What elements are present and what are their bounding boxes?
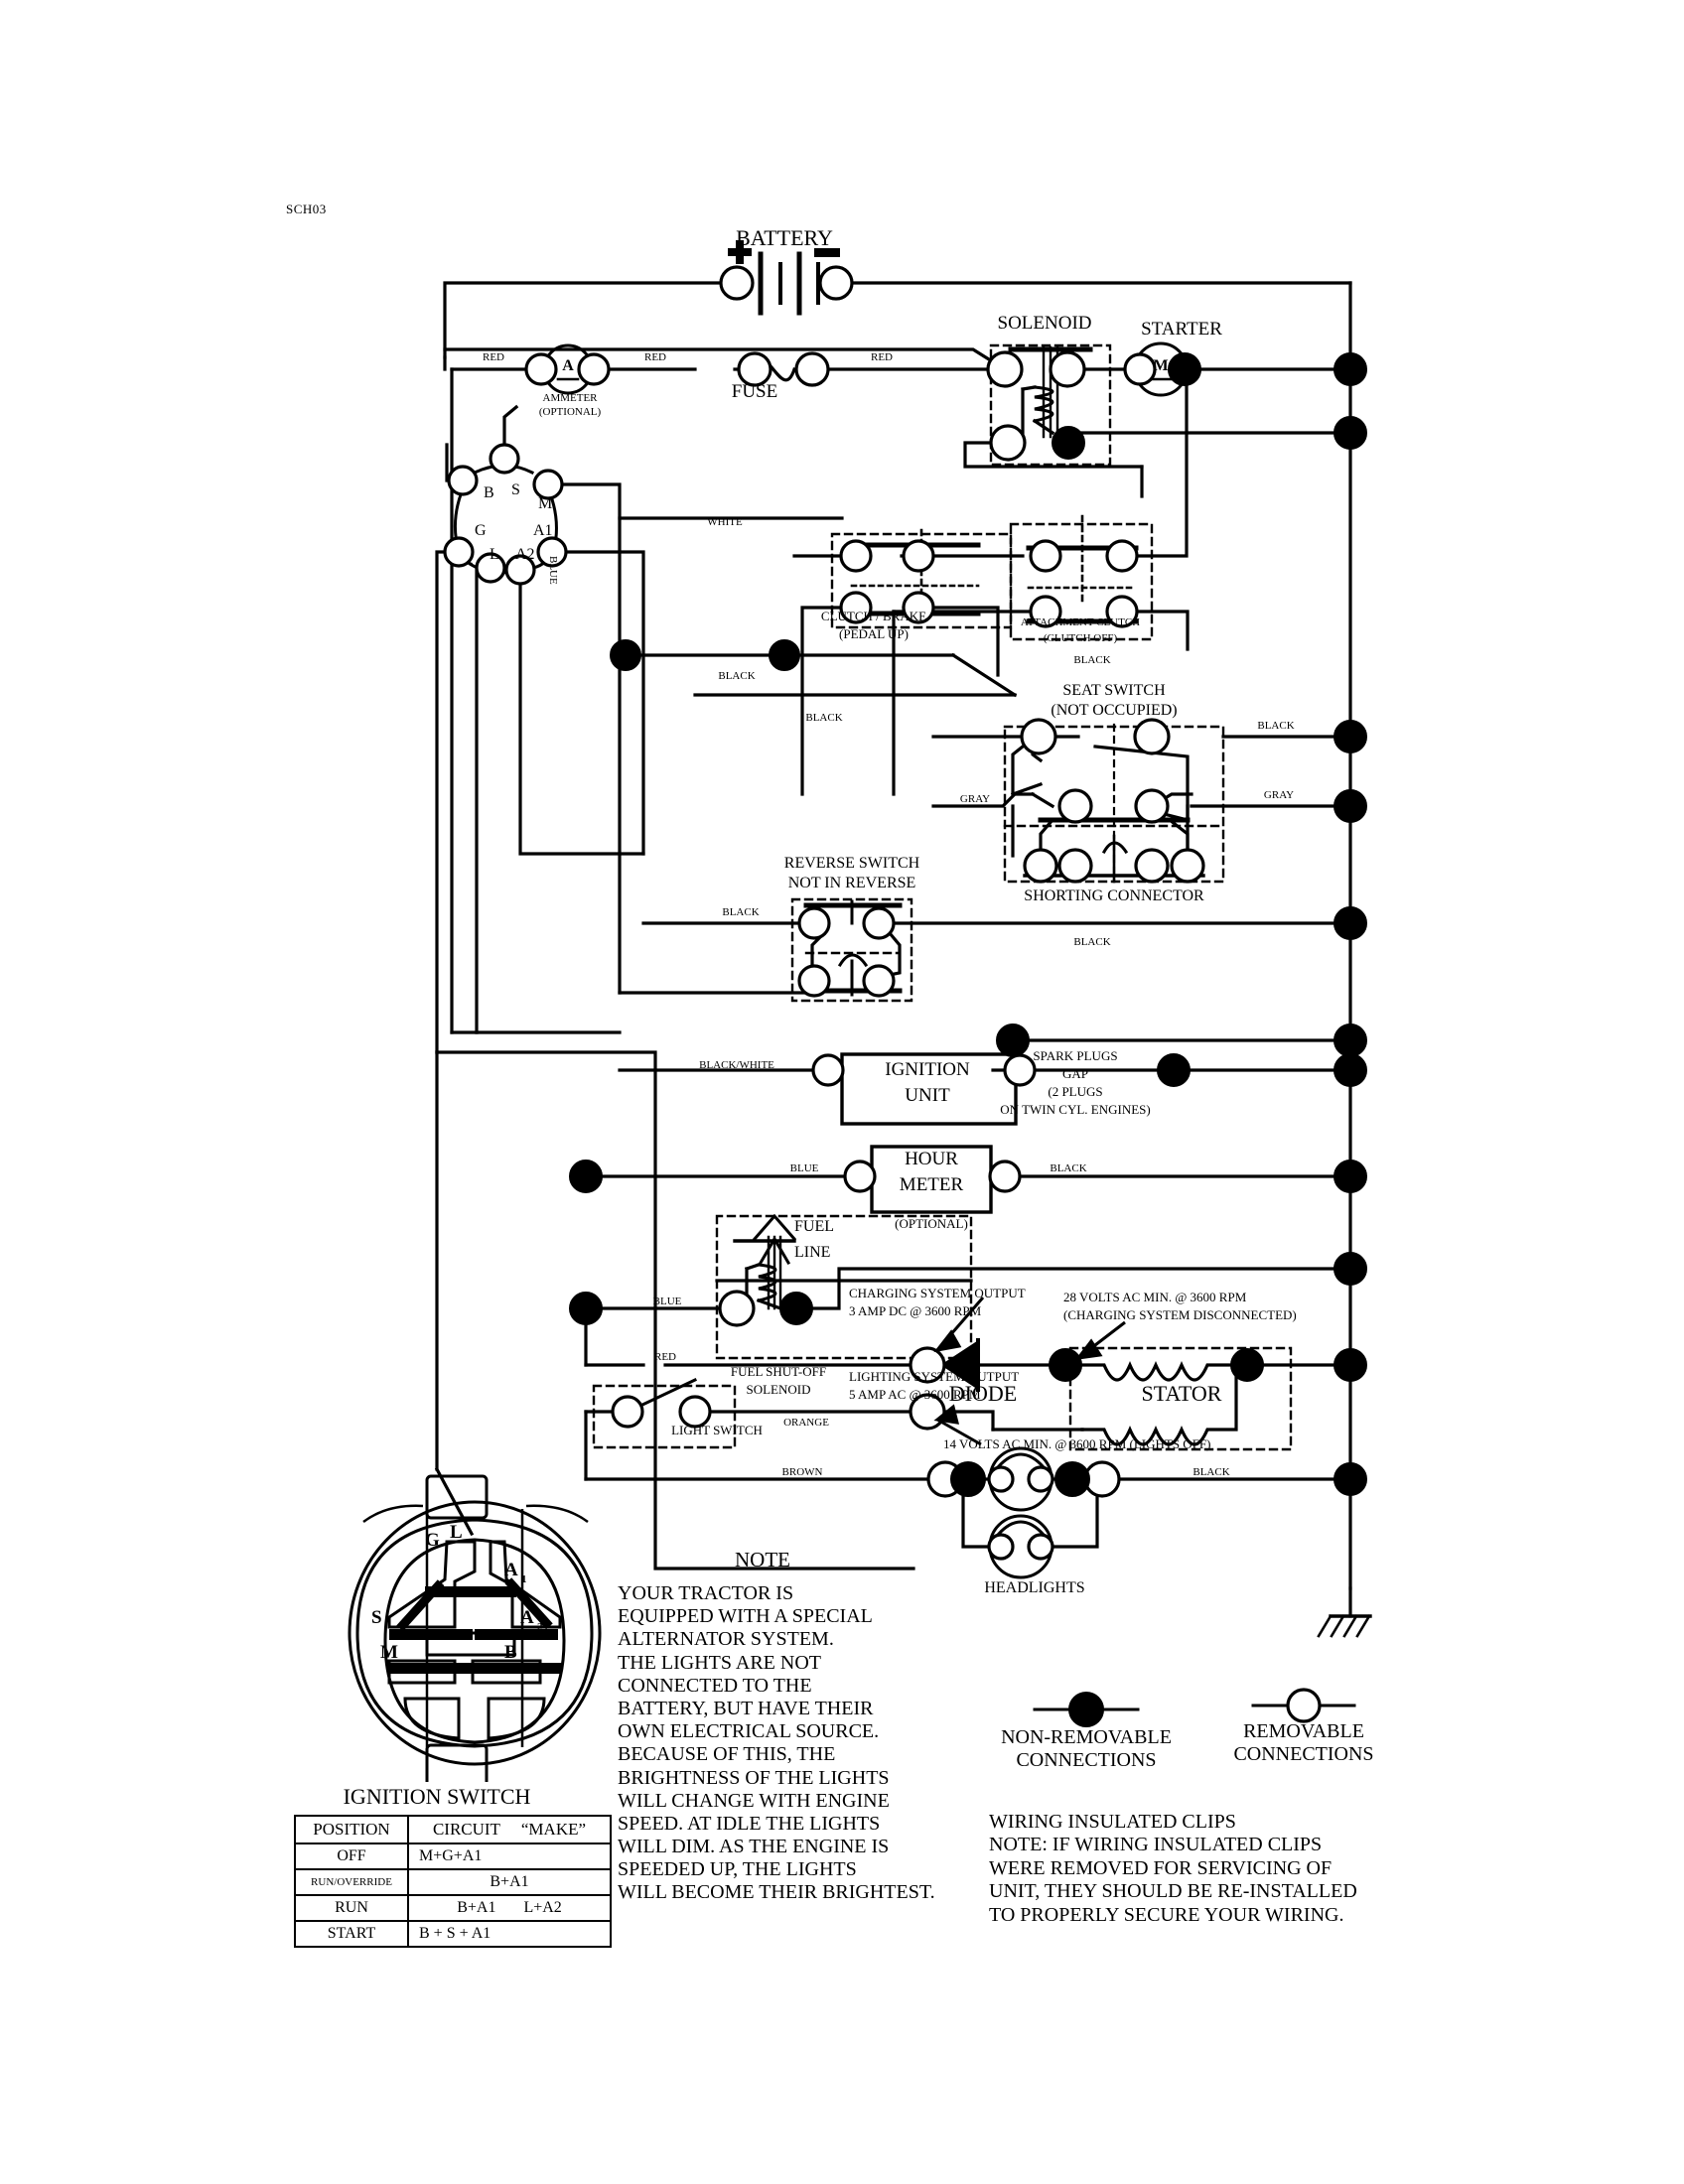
- switch-face-label-m: M: [380, 1642, 398, 1663]
- note-line: BRIGHTNESS OF THE LIGHTS: [618, 1766, 890, 1789]
- row-circuit-off: M+G+A1: [408, 1843, 611, 1869]
- clips-note-line: NOTE: IF WIRING INSULATED CLIPS: [989, 1834, 1323, 1856]
- diode-label: DIODE: [948, 1381, 1018, 1406]
- starter-symbol: M: [1153, 357, 1169, 374]
- light-switch-label: LIGHT SWITCH: [671, 1423, 763, 1437]
- clips-note-line: UNIT, THEY SHOULD BE RE-INSTALLED: [989, 1880, 1357, 1903]
- spark-plugs-line2: GAP: [1061, 1066, 1089, 1081]
- reverse-switch-label: REVERSE SWITCH: [783, 855, 920, 872]
- note-line: CONNECTED TO THE: [618, 1674, 812, 1697]
- starter-label: STARTER: [1141, 319, 1222, 340]
- solenoid-label: SOLENOID: [997, 313, 1092, 334]
- switch-face-label-a1: A: [504, 1560, 518, 1580]
- seat-switch-label: SEAT SWITCH: [1062, 682, 1166, 699]
- switch-face-label-b: B: [504, 1642, 517, 1663]
- attachment-clutch-state-label: (CLUTCH OFF): [1043, 632, 1118, 644]
- clutch-brake-state-label: (PEDAL UP): [839, 626, 909, 641]
- note-line: EQUIPPED WITH A SPECIAL: [618, 1605, 873, 1628]
- fuel-solenoid-line1: FUEL SHUT-OFF: [730, 1364, 827, 1379]
- terminal-s: S: [511, 481, 520, 498]
- wire-label-brown: BROWN: [781, 1466, 823, 1478]
- ignition-unit-line2: UNIT: [905, 1085, 950, 1106]
- ammeter-label: AMMETER: [542, 392, 598, 404]
- ignition-switch-table-title: IGNITION SWITCH: [343, 1784, 531, 1809]
- sheet-code: SCH03: [286, 202, 327, 216]
- note-line: WILL BECOME THEIR BRIGHTEST.: [618, 1881, 935, 1904]
- wire-label-gray-1: GRAY: [959, 793, 991, 805]
- legend-non-removable-line1: NON-REMOVABLE: [1001, 1726, 1172, 1748]
- fuel-line-label-1: FUEL: [794, 1218, 834, 1235]
- hour-meter-line1: HOUR: [905, 1149, 958, 1169]
- legend-removable-line1: REMOVABLE: [1243, 1720, 1364, 1742]
- stator-note-line1: 28 VOLTS AC MIN. @ 3600 RPM: [1063, 1290, 1247, 1304]
- row-position-off: OFF: [295, 1843, 408, 1869]
- switch-face-label-a2-sub: 2: [537, 1621, 543, 1633]
- reverse-switch-state-label: NOT IN REVERSE: [787, 875, 916, 891]
- wire-label-blue-vertical: BLUE: [547, 556, 559, 585]
- wire-label-black-1: BLACK: [718, 670, 756, 682]
- note-body: [618, 1582, 945, 1905]
- clutch-brake-label: CLUTCH / BRAKE: [820, 609, 927, 623]
- row-make-run: L+A2: [523, 1899, 562, 1916]
- note-line: BATTERY, BUT HAVE THEIR: [618, 1697, 874, 1719]
- terminal-g: G: [475, 522, 487, 539]
- lighting-output-line2: 5 AMP AC @ 3600 RPM: [849, 1387, 981, 1402]
- wire-label-red-3: RED: [871, 351, 893, 363]
- wire-label-blue-fuel: BLUE: [652, 1296, 682, 1307]
- row-circuit-run-override: B+A1: [408, 1869, 611, 1895]
- table-row: [295, 1921, 611, 1947]
- battery-label: BATTERY: [736, 225, 833, 250]
- switch-face-label-s: S: [371, 1607, 382, 1628]
- seat-switch-state-label: (NOT OCCUPIED): [1051, 702, 1178, 719]
- wire-label-black-white: BLACK/WHITE: [699, 1059, 774, 1071]
- wire-label-red-2: RED: [644, 351, 666, 363]
- ignition-switch-table: [294, 1815, 612, 1948]
- header-position: POSITION: [295, 1816, 408, 1843]
- shorting-connector-label: SHORTING CONNECTOR: [1024, 887, 1204, 904]
- clips-note-line: WERE REMOVED FOR SERVICING OF: [989, 1856, 1333, 1879]
- legend-removable-line2: CONNECTIONS: [1233, 1743, 1374, 1765]
- note-line: THE LIGHTS ARE NOT: [618, 1651, 821, 1674]
- note-line: WILL CHANGE WITH ENGINE: [618, 1789, 890, 1812]
- charging-output-line1: CHARGING SYSTEM OUTPUT: [849, 1286, 1026, 1300]
- switch-face-label-g: G: [425, 1530, 440, 1551]
- note-line: YOUR TRACTOR IS: [618, 1582, 794, 1604]
- wire-label-black-2: BLACK: [1073, 654, 1111, 666]
- wire-label-black-3: BLACK: [805, 712, 843, 724]
- table-row: [295, 1843, 611, 1869]
- wire-label-black-5: BLACK: [722, 906, 760, 918]
- wire-label-white: WHITE: [707, 516, 743, 528]
- note-line: SPEEDED UP, THE LIGHTS: [618, 1858, 857, 1881]
- hour-meter-line2: METER: [899, 1174, 964, 1195]
- lighting-output-line1: LIGHTING SYSTEM OUTPUT: [849, 1369, 1020, 1384]
- row-circuit-run: B+A1: [457, 1899, 496, 1916]
- note-line: BECAUSE OF THIS, THE: [618, 1743, 836, 1766]
- ignition-unit-line1: IGNITION: [885, 1059, 970, 1080]
- table-row: [295, 1895, 611, 1921]
- note-line: ALTERNATOR SYSTEM.: [618, 1628, 834, 1651]
- fuel-line-label-2: LINE: [794, 1244, 831, 1261]
- terminal-l: L: [490, 546, 499, 563]
- wire-label-orange: ORANGE: [783, 1417, 829, 1429]
- wire-label-red-light: RED: [654, 1351, 676, 1363]
- spark-plugs-line1: SPARK PLUGS: [1033, 1048, 1118, 1063]
- attachment-clutch-label: ATTACHMENT CLUTCH: [1020, 616, 1141, 628]
- fuel-solenoid-line2: SOLENOID: [746, 1382, 811, 1397]
- wire-label-black-head: BLACK: [1193, 1466, 1230, 1478]
- charging-output-line2: 3 AMP DC @ 3600 RPM: [849, 1303, 982, 1318]
- note-line: OWN ELECTRICAL SOURCE.: [618, 1720, 880, 1743]
- row-circuit-start: B + S + A1: [408, 1921, 611, 1947]
- clips-note-body: [989, 1811, 1357, 1927]
- spark-plugs-line4: ON TWIN CYL. ENGINES): [1000, 1102, 1151, 1117]
- spark-plugs-line3: (2 PLUGS: [1048, 1084, 1103, 1099]
- row-position-start: START: [295, 1921, 408, 1947]
- terminal-a2: A2: [515, 546, 535, 563]
- clips-note-line: TO PROPERLY SECURE YOUR WIRING.: [989, 1903, 1344, 1926]
- switch-face-label-a1-sub: 1: [521, 1573, 527, 1585]
- switch-face-label-l: L: [450, 1522, 463, 1543]
- wire-label-black-hour: BLACK: [1050, 1162, 1087, 1174]
- hour-meter-optional-label: (OPTIONAL): [895, 1216, 968, 1231]
- header-make: “MAKE”: [520, 1820, 587, 1839]
- row-position-run: RUN: [295, 1895, 408, 1921]
- headlights-label: HEADLIGHTS: [984, 1579, 1085, 1596]
- lights-off-note: 14 VOLTS AC MIN. @ 3600 RPM (LIGHTS OFF): [943, 1436, 1211, 1451]
- ammeter-symbol: A: [562, 357, 574, 374]
- legend-non-removable-line2: CONNECTIONS: [1016, 1749, 1157, 1771]
- wire-label-blue-hour: BLUE: [789, 1162, 819, 1174]
- header-circuit: CIRCUIT: [432, 1820, 500, 1839]
- wire-label-black-4: BLACK: [1257, 720, 1295, 732]
- wire-label-gray-2: GRAY: [1263, 789, 1295, 801]
- wire-label-black-6: BLACK: [1073, 936, 1111, 948]
- fuse-label: FUSE: [731, 381, 778, 402]
- clips-note-line: WIRING INSULATED CLIPS: [989, 1811, 1236, 1833]
- switch-face-label-a2: A: [520, 1607, 534, 1628]
- row-position-run-override: RUN/OVERRIDE: [295, 1869, 408, 1895]
- note-line: WILL DIM. AS THE ENGINE IS: [618, 1836, 890, 1858]
- terminal-a1: A1: [533, 522, 553, 539]
- terminal-m: M: [538, 495, 553, 512]
- note-title: NOTE: [735, 1548, 790, 1571]
- note-line: SPEED. AT IDLE THE LIGHTS: [618, 1812, 881, 1835]
- table-header-row: [295, 1816, 611, 1843]
- table-row: [295, 1869, 611, 1895]
- stator-label: STATOR: [1141, 1381, 1222, 1406]
- stator-note-line2: (CHARGING SYSTEM DISCONNECTED): [1063, 1307, 1297, 1322]
- wire-label-red-1: RED: [483, 351, 504, 363]
- ammeter-optional-label: (OPTIONAL): [538, 406, 602, 418]
- terminal-b: B: [484, 484, 494, 501]
